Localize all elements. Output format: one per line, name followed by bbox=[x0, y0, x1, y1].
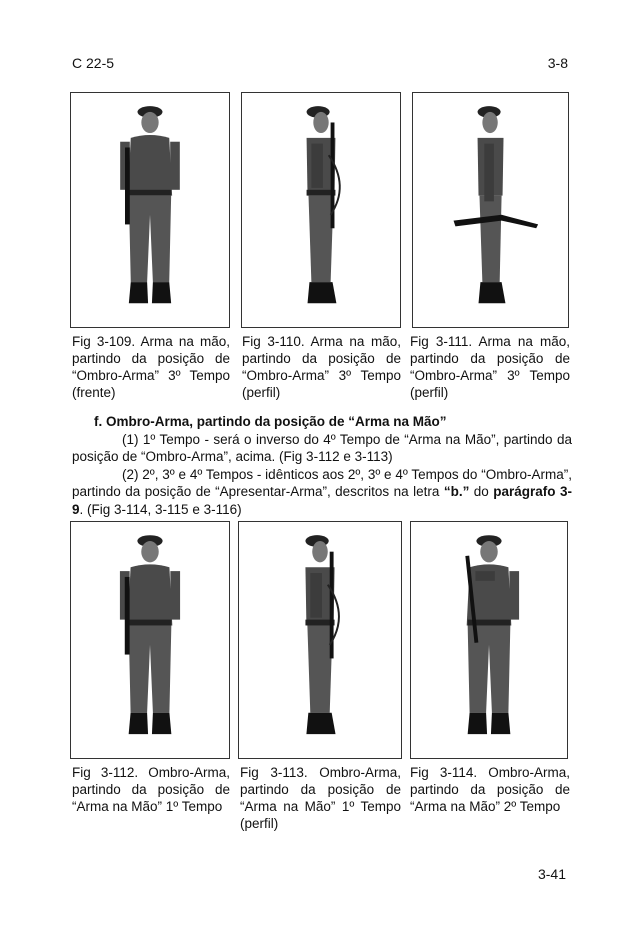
soldier-profile-rifle-horizontal-icon bbox=[413, 93, 568, 327]
letter-reference: “b.” bbox=[443, 484, 470, 499]
paragraph-2-text-c: do bbox=[469, 484, 494, 499]
figure-photo-3-111 bbox=[412, 92, 569, 328]
paragraph-reference: parágrafo 3-9 bbox=[72, 484, 572, 517]
page-number: 3-41 bbox=[537, 866, 566, 882]
paragraph-2-text-e: . (Fig 3-114, 3-115 e 3-116) bbox=[79, 501, 242, 517]
paragraph-2-text-a: (2) 2º, 3º e 4º Tempos - idênticos aos 2º, 3º e 4º Tempos do “Ombro-Arma”, partindo da posição de “Apresentar-Arma”, descritos na letra bbox=[72, 466, 572, 499]
figure-caption-3-114: Fig 3-114. Ombro-Arma, partindo da posição de “Arma na Mão” 2º Tempo bbox=[410, 765, 570, 814]
section-title: f. Ombro-Arma, partindo da posição de “Arma na Mão” bbox=[94, 414, 447, 429]
figure-caption-3-112: Fig 3-112. Ombro-Arma, partindo da posição de “Arma na Mão” 1º Tempo bbox=[72, 765, 230, 814]
soldier-front-icon bbox=[71, 522, 229, 758]
soldier-front-shoulder-icon bbox=[411, 522, 567, 758]
paragraph-2 bbox=[72, 466, 572, 519]
figure-photo-3-114 bbox=[410, 521, 568, 759]
figure-photo-3-113 bbox=[238, 521, 402, 759]
section-f bbox=[72, 413, 572, 518]
soldier-profile-icon bbox=[239, 522, 401, 758]
running-header-right: 3-8 bbox=[547, 55, 568, 71]
figure-photo-3-110 bbox=[241, 92, 401, 328]
figure-caption-3-111: Fig 3-111. Arma na mão, partindo da posição de “Ombro-Arma” 3º Tempo (perfil) bbox=[410, 334, 570, 400]
paragraph-1: (1) 1º Tempo - será o inverso do 4º Tempo de “Arma na Mão”, partindo da posição de “Ombro-Arma”, acima. (Fig 3-112 e 3-113) bbox=[72, 431, 572, 464]
figure-caption-3-109: Fig 3-109. Arma na mão, partindo da posição de “Ombro-Arma” 3º Tempo (frente) bbox=[72, 334, 230, 400]
figure-caption-3-113: Fig 3-113. Ombro-Arma, partindo da posição de “Arma na Mão” 1º Tempo (perfil) bbox=[240, 765, 401, 831]
figure-caption-3-110: Fig 3-110. Arma na mão, partindo da posição de “Ombro-Arma” 3º Tempo (perfil) bbox=[242, 334, 401, 400]
soldier-front-icon bbox=[71, 93, 229, 327]
soldier-profile-icon bbox=[242, 93, 400, 327]
running-header-left: C 22-5 bbox=[72, 55, 115, 71]
figure-photo-3-109 bbox=[70, 92, 230, 328]
figure-photo-3-112 bbox=[70, 521, 230, 759]
